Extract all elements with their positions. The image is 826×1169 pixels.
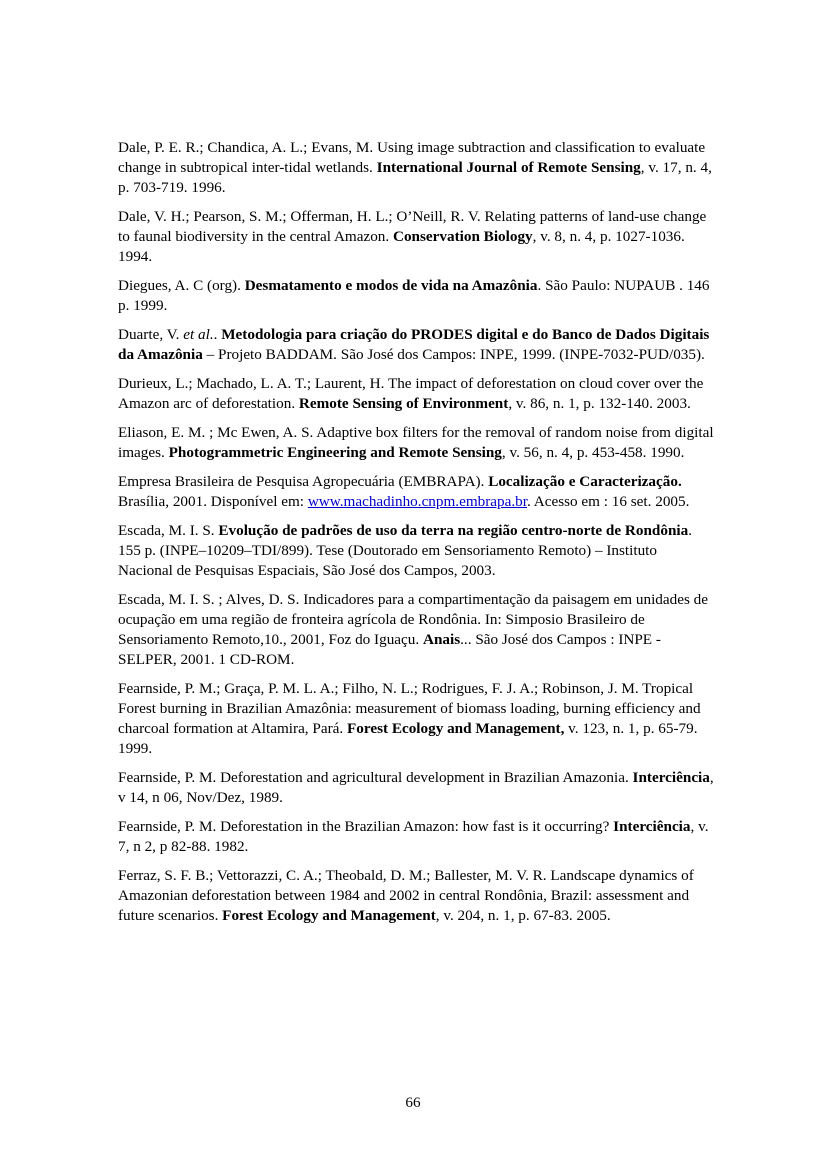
reference-link[interactable]: www.machadinho.cnpm.embrapa.br [307, 493, 527, 510]
reference-entry: Fearnside, P. M. Deforestation in the Brazilian Amazon: how fast is it occurring? Interciência, v. 7, n 2, p 82-88. 1982. [118, 818, 709, 855]
reference-entry: Durieux, L.; Machado, L. A. T.; Laurent, H. The impact of deforestation on cloud cover over the Amazon arc of deforestation. Remote Sensing of Environment, v. 86, n. 1, p. 132-140. 2003. [118, 375, 704, 412]
reference-entry: Eliason, E. M. ; Mc Ewen, A. S. Adaptive box filters for the removal of random noise from digital images. Photogrammetric Engineering and Remote Sensing, v. 56, n. 4, p. 453-458. 1990. [118, 424, 714, 461]
reference-entry: Escada, M. I. S. ; Alves, D. S. Indicadores para a compartimentação da paisagem em unidades de ocupação em uma região de fronteira agrícola de Rondônia. In: Simposio Brasileiro de Sensoriamento Remoto,10., 2001, Foz do Iguaçu. Anais... São José dos Campos : INPE - SELPER, 2001. 1 CD-ROM. [118, 591, 709, 668]
reference-entry: Escada, M. I. S. Evolução de padrões de uso da terra na região centro-norte de Rondônia. 155 p. (INPE–10209–TDI/899). Tese (Doutorado em Sensoriamento Remoto) – Instituto Nacional de Pesquisas Espaciais, São José dos Campos, 2003. [118, 522, 693, 579]
reference-entry: Fearnside, P. M. Deforestation and agricultural development in Brazilian Amazonia. Interciência, v 14, n 06, Nov/Dez, 1989. [118, 769, 714, 806]
reference-entry: Dale, V. H.; Pearson, S. M.; Offerman, H. L.; O’Neill, R. V. Relating patterns of land-use change to faunal biodiversity in the central Amazon. Conservation Biology, v. 8, n. 4, p. 1027-1036. 1994. [118, 208, 707, 265]
reference-entry: Ferraz, S. F. B.; Vettorazzi, C. A.; Theobald, D. M.; Ballester, M. V. R. Landscape dynamics of Amazonian deforestation between 1984 and 2002 in central Rondônia, Brazil: assessment and future scenarios. Forest Ecology and Management, v. 204, n. 1, p. 67-83. 2005. [118, 867, 694, 924]
page-number: 66 [405, 1094, 421, 1111]
reference-entry: Empresa Brasileira de Pesquisa Agropecuária (EMBRAPA). Localização e Caracterização. Brasília, 2001. Disponível em: www.machadinho.cnpm.embrapa.br. Acesso em : 16 set. 2005. [118, 473, 690, 510]
reference-entry: Dale, P. E. R.; Chandica, A. L.; Evans, M. Using image subtraction and classification to evaluate change in subtropical inter-tidal wetlands. International Journal of Remote Sensing, v. 17, n. 4, p. 703-719. 1996. [118, 139, 712, 196]
reference-entry: Diegues, A. C (org). Desmatamento e modos de vida na Amazônia. São Paulo: NUPAUB . 146 p. 1999. [118, 277, 710, 314]
reference-entry: Fearnside, P. M.; Graça, P. M. L. A.; Filho, N. L.; Rodrigues, F. J. A.; Robinson, J. M. Tropical Forest burning in Brazilian Amazônia: measurement of biomass loading, burning efficiency and charcoal formation at Altamira, Pará. Forest Ecology and Management, v. 123, n. 1, p. 65-79. 1999. [118, 680, 701, 757]
reference-entry: Duarte, V. et al.. Metodologia para criação do PRODES digital e do Banco de Dados Digitais da Amazônia – Projeto BADDAM. São José dos Campos: INPE, 1999. (INPE-7032-PUD/035). [118, 326, 710, 363]
reference-list [118, 138, 714, 935]
